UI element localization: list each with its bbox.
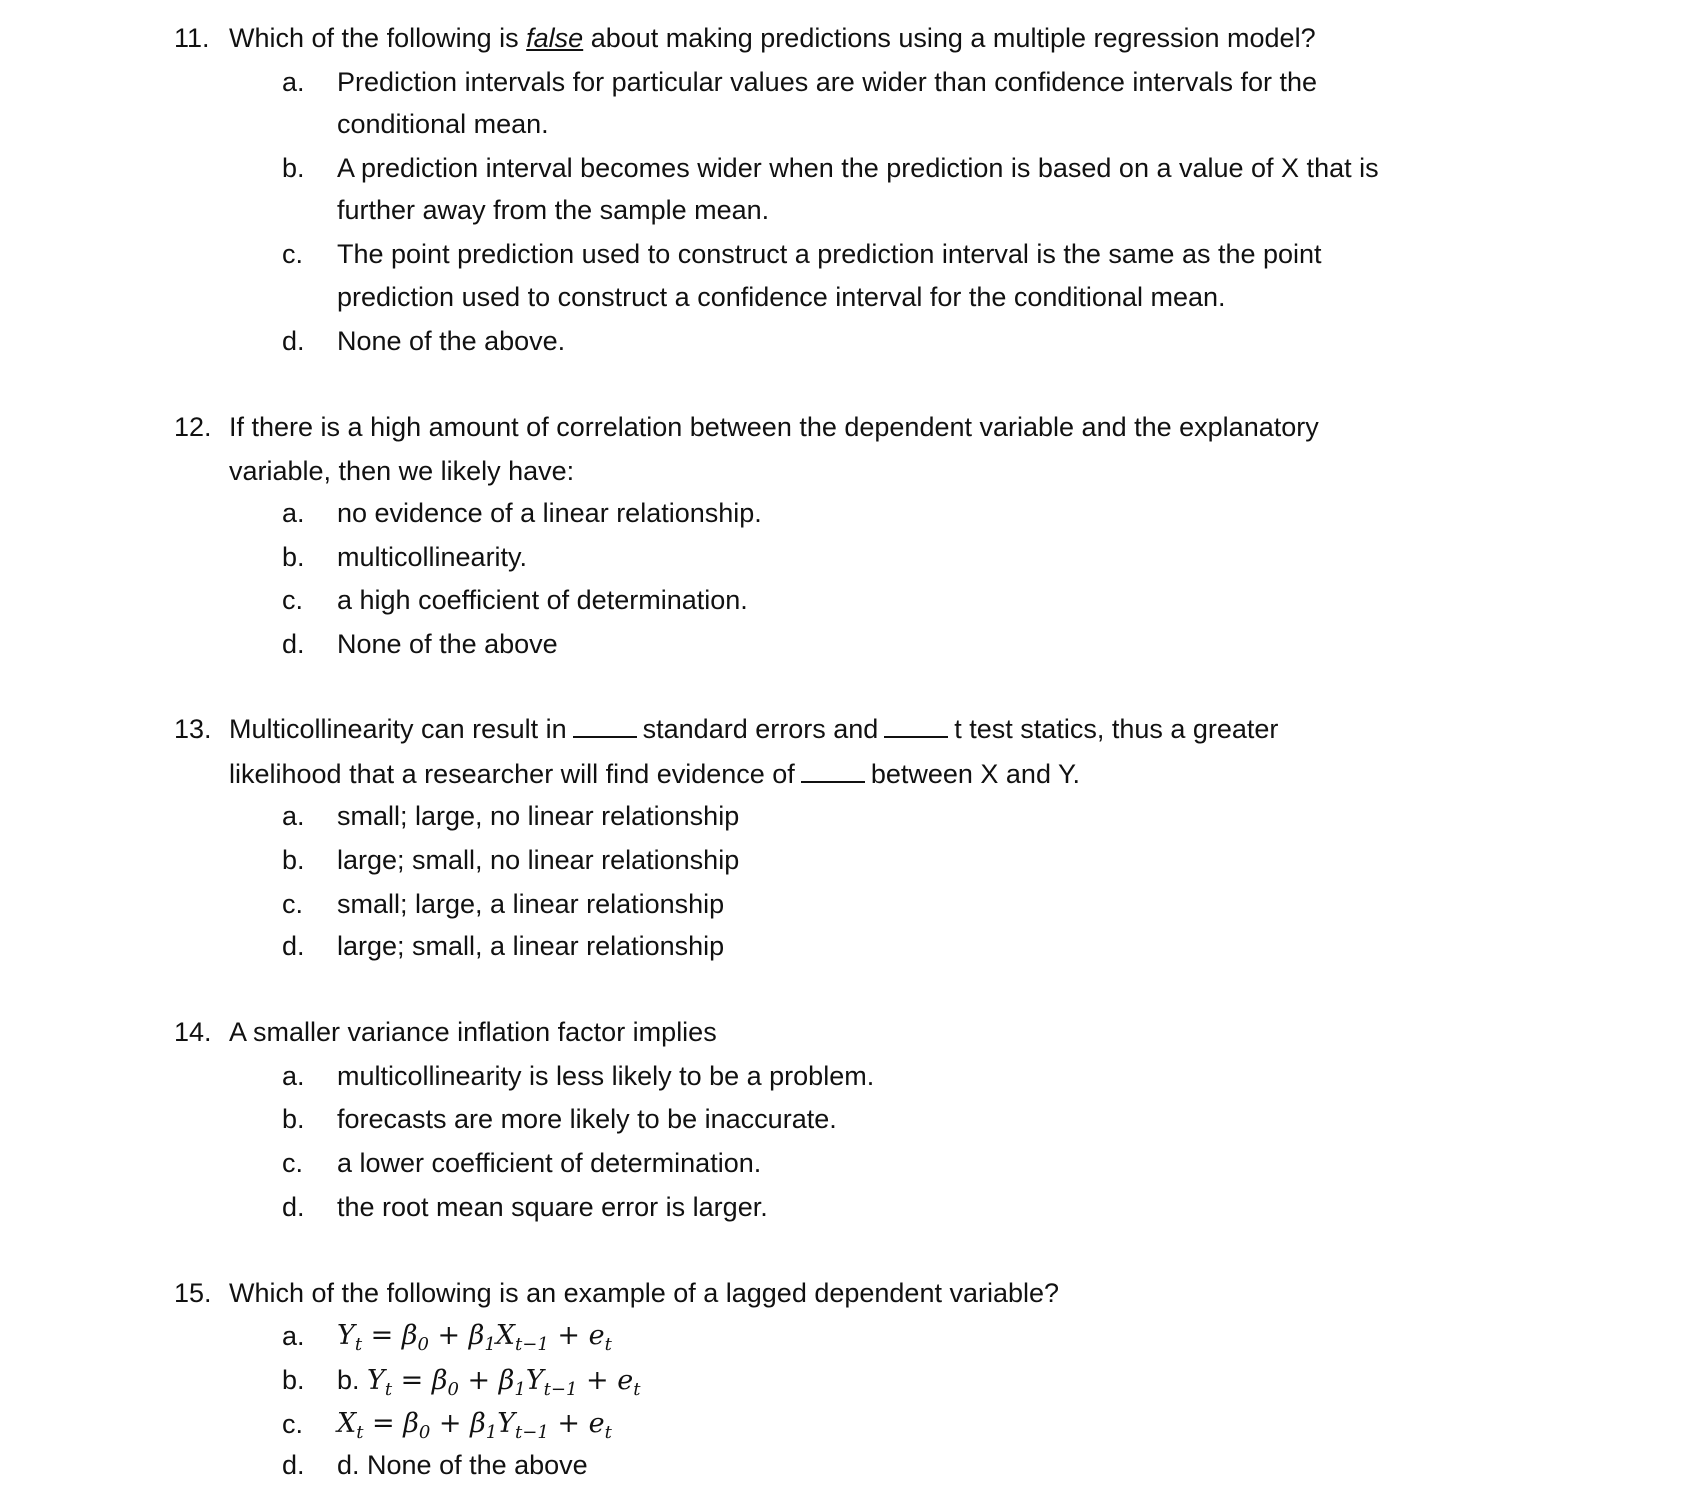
question-text xyxy=(229,451,574,491)
formula-b0-sub: 0 xyxy=(417,1334,429,1355)
formula-var: X xyxy=(495,1320,516,1351)
question-number: 14. xyxy=(174,1017,212,1047)
option-letter: a. xyxy=(282,67,305,97)
option-text: no evidence of a linear relationship. xyxy=(337,498,762,528)
formula-lhs-sub: t xyxy=(354,1334,363,1355)
formula-lhs-sub: t xyxy=(384,1379,393,1400)
option-letter: d. xyxy=(282,326,305,356)
formula-b1-sub: 1 xyxy=(485,1422,498,1443)
option-letter: b. xyxy=(282,542,305,572)
option-letter: c. xyxy=(282,585,304,615)
formula-e: e xyxy=(588,1320,605,1351)
question-text xyxy=(229,709,1278,749)
question-text xyxy=(229,407,1319,447)
stem-segment: standard errors and xyxy=(642,714,879,744)
stem-segment: If there is a high amount of correlation between the dependent variable and the explanatory xyxy=(229,412,1319,442)
emphasized-word: false xyxy=(526,23,584,53)
formula-var-sub: t−1 xyxy=(515,1422,549,1443)
option-letter: c. xyxy=(282,239,304,269)
formula-b1-sub: 1 xyxy=(484,1334,496,1355)
option-text: multicollinearity is less likely to be a problem. xyxy=(337,1061,875,1091)
formula-b1: β xyxy=(468,1320,485,1351)
formula-lhs: X xyxy=(337,1408,357,1439)
formula-prefix: b. xyxy=(337,1365,368,1395)
option-text: a lower coefficient of determination. xyxy=(337,1148,762,1178)
fill-in-blank xyxy=(884,710,948,738)
formula-e-sub: t xyxy=(633,1379,641,1400)
option-text: large; small, a linear relationship xyxy=(337,931,725,961)
stem-segment: variable, then we likely have: xyxy=(229,456,575,486)
formula-plus: + xyxy=(430,1408,471,1439)
formula-b1: β xyxy=(470,1408,486,1439)
formula-b0: β xyxy=(401,1320,418,1351)
option-letter: d. xyxy=(282,931,305,961)
option-text: prediction used to construct a confidence interval for the conditional mean. xyxy=(337,282,1226,312)
option-text: d. None of the above xyxy=(337,1450,588,1480)
formula-b0-sub: 0 xyxy=(418,1422,431,1443)
formula-plus: + xyxy=(548,1320,589,1351)
question-number: 13. xyxy=(174,714,212,744)
option-letter: c. xyxy=(282,1409,304,1439)
stem-segment: between X and Y. xyxy=(870,759,1081,789)
formula-plus: + xyxy=(577,1365,618,1396)
formula-b1: β xyxy=(498,1365,515,1396)
formula-eq: = xyxy=(392,1365,432,1396)
formula-e: e xyxy=(588,1408,605,1439)
question-text xyxy=(229,754,1080,794)
option-text: A prediction interval becomes wider when the prediction is based on a value of X that is xyxy=(337,153,1379,183)
fill-in-blank xyxy=(573,710,637,738)
option-letter: b. xyxy=(282,845,305,875)
option-letter: a. xyxy=(282,498,305,528)
formula-var-sub: t−1 xyxy=(515,1334,549,1355)
formula-var: Y xyxy=(525,1365,544,1396)
question-number: 15. xyxy=(174,1278,212,1308)
option-letter: c. xyxy=(282,889,304,919)
formula-e-sub: t xyxy=(604,1334,612,1355)
option-letter: b. xyxy=(282,1365,305,1395)
option-letter: b. xyxy=(282,153,305,183)
option-text: The point prediction used to construct a prediction interval is the same as the point xyxy=(337,239,1322,269)
option-text: large; small, no linear relationship xyxy=(337,845,740,875)
option-text: Prediction intervals for particular values are wider than confidence intervals for the xyxy=(337,67,1317,97)
formula-var-sub: t−1 xyxy=(543,1379,578,1400)
question-number: 12. xyxy=(174,412,212,442)
stem-segment: Which of the following is an example of a lagged dependent variable? xyxy=(229,1278,1060,1308)
option-text: small; large, a linear relationship xyxy=(337,889,725,919)
option-text: multicollinearity. xyxy=(337,542,528,572)
formula-eq: = xyxy=(363,1408,404,1439)
option-letter: a. xyxy=(282,1321,305,1351)
stem-segment: A smaller variance inflation factor implies xyxy=(229,1017,717,1047)
option-letter: a. xyxy=(282,801,305,831)
question-text xyxy=(229,1012,717,1052)
option-letter: c. xyxy=(282,1148,304,1178)
formula xyxy=(337,1316,612,1365)
formula-lhs-sub: t xyxy=(356,1422,364,1443)
stem-segment: Multicollinearity can result in xyxy=(229,714,567,744)
option-letter: b. xyxy=(282,1104,305,1134)
option-text: small; large, no linear relationship xyxy=(337,801,740,831)
stem-segment: likelihood that a researcher will find evidence of xyxy=(229,759,795,789)
formula-plus: + xyxy=(458,1365,499,1396)
option-text: conditional mean. xyxy=(337,109,549,139)
formula-eq: = xyxy=(362,1320,402,1351)
formula-b0-sub: 0 xyxy=(447,1379,459,1400)
question-text xyxy=(229,1273,1059,1313)
formula-e-sub: t xyxy=(604,1422,612,1443)
formula-b1-sub: 1 xyxy=(514,1379,526,1400)
stem-segment: Which of the following is xyxy=(229,23,527,53)
formula-e: e xyxy=(617,1365,634,1396)
question-number: 11. xyxy=(174,23,210,53)
option-text: None of the above. xyxy=(337,326,566,356)
formula xyxy=(337,1360,640,1410)
formula-plus: + xyxy=(428,1320,469,1351)
option-text: the root mean square error is larger. xyxy=(337,1192,768,1222)
stem-segment: about making predictions using a multiple regression model? xyxy=(583,23,1316,53)
option-text: forecasts are more likely to be inaccurate. xyxy=(337,1104,837,1134)
fill-in-blank xyxy=(801,755,865,783)
formula-var: Y xyxy=(497,1408,516,1439)
option-letter: d. xyxy=(282,1192,305,1222)
formula-plus: + xyxy=(548,1408,589,1439)
option-letter: d. xyxy=(282,1450,305,1480)
stem-segment: t test statics, thus a greater xyxy=(954,714,1279,744)
formula-lhs: Y xyxy=(337,1320,355,1351)
option-letter: d. xyxy=(282,629,305,659)
option-text: a high coefficient of determination. xyxy=(337,585,748,615)
formula-b0: β xyxy=(431,1365,448,1396)
formula-lhs: Y xyxy=(367,1365,385,1396)
option-text: None of the above xyxy=(337,629,558,659)
option-text: further away from the sample mean. xyxy=(337,195,770,225)
formula-b0: β xyxy=(403,1408,419,1439)
question-text xyxy=(229,18,1316,58)
option-letter: a. xyxy=(282,1061,305,1091)
